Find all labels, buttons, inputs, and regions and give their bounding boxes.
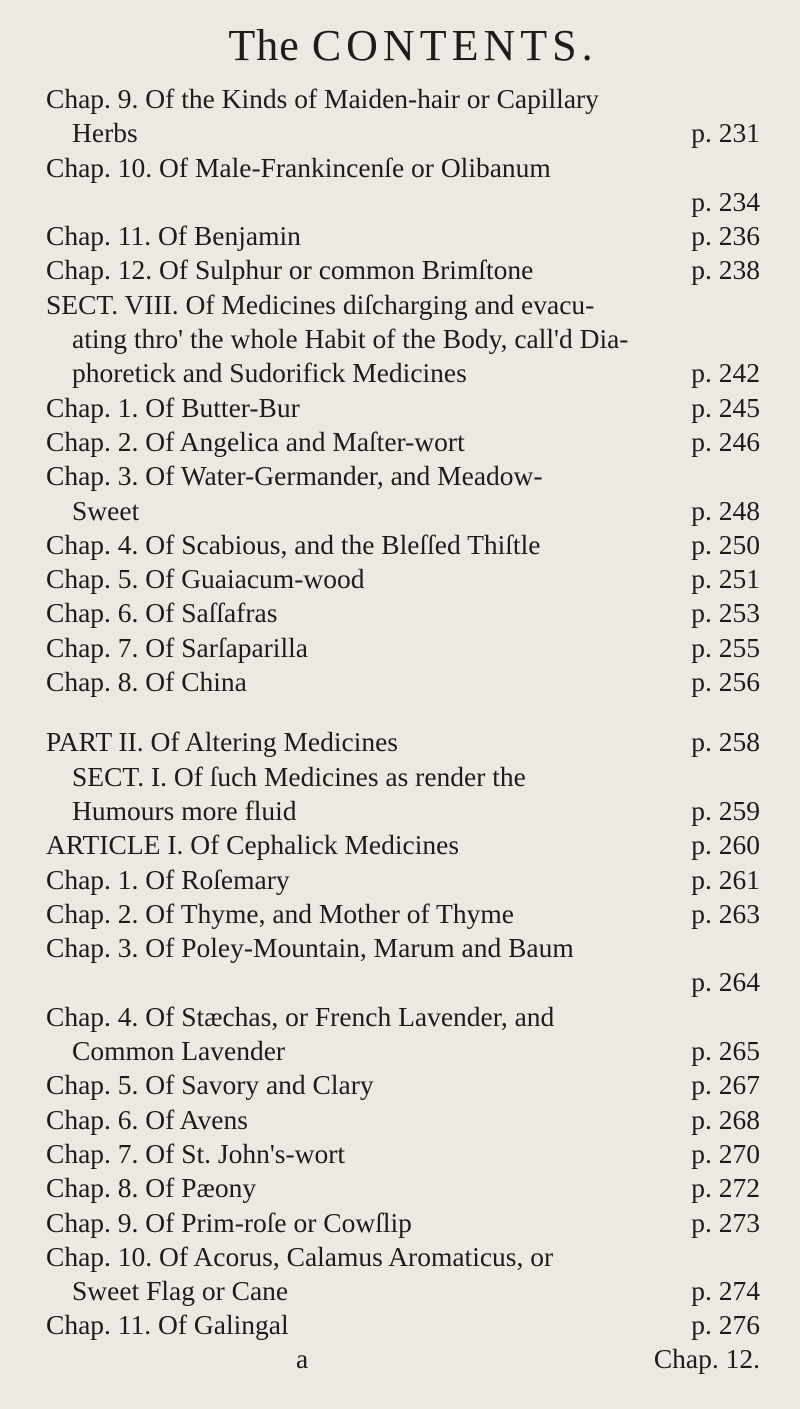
entry-text: Chap. 10. Of Acorus, Calamus Aromaticus, or <box>46 1240 554 1272</box>
entry-page: p. 255 <box>691 631 760 663</box>
page-header <box>66 18 760 74</box>
entry-page: p. 238 <box>691 254 760 286</box>
entry-text: ating thro' the whole Habit of the Body, call'd Dia- <box>72 323 629 355</box>
contents-entry-line <box>46 151 760 220</box>
entry-text: Chap. 2. Of Thyme, and Mother of Thyme <box>46 897 514 929</box>
contents-entry-line <box>46 1308 760 1342</box>
entry-text: ARTICLE I. Of Cephalick Medicines <box>46 829 460 861</box>
entry-page: p. 251 <box>691 563 760 595</box>
entry-text: phoretick and Sudorifick Medicines <box>72 357 467 389</box>
contents-entry-line <box>46 631 760 665</box>
entry-page: p. 236 <box>691 220 760 252</box>
entry-text: Chap. 3. Of Poley-Mountain, Marum and Baum <box>46 932 574 964</box>
entry-page: p. 234 <box>691 185 760 217</box>
entry-text: Herbs <box>72 117 138 149</box>
contents-entry-line <box>46 253 760 287</box>
entry-text: Chap. 1. Of Roſemary <box>46 863 290 895</box>
entry-text: Chap. 2. Of Angelica and Maſter-wort <box>46 425 465 457</box>
entry-page: p. 248 <box>691 494 760 526</box>
contents-entry-line <box>46 1206 760 1240</box>
entry-text: Chap. 5. Of Savory and Clary <box>46 1069 374 1101</box>
contents-entry-line <box>46 356 760 390</box>
entry-page: p. 268 <box>691 1103 760 1135</box>
contents-entry-line <box>46 665 760 699</box>
contents-entry-line <box>46 1137 760 1171</box>
entry-page: p. 259 <box>691 794 760 826</box>
contents-entry-line <box>46 1240 760 1274</box>
contents-list <box>46 82 760 1343</box>
entry-page: p. 272 <box>691 1172 760 1204</box>
entry-page: p. 246 <box>691 425 760 457</box>
entry-text: Sweet Flag or Cane <box>72 1275 289 1307</box>
entry-page: p. 245 <box>691 391 760 423</box>
entry-page: p. 250 <box>691 528 760 560</box>
contents-entry-line <box>46 562 760 596</box>
contents-entry-line <box>46 391 760 425</box>
entry-text: Chap. 12. Of Sulphur or common Brimſtone <box>46 254 534 286</box>
entry-text: Chap. 6. Of Avens <box>46 1103 248 1135</box>
contents-entry-line <box>46 725 760 759</box>
contents-entry-line <box>46 828 760 862</box>
contents-entry-line <box>46 459 760 493</box>
contents-entry-line <box>46 1103 760 1137</box>
signature-mark: a <box>296 1342 309 1374</box>
contents-entry-line <box>46 863 760 897</box>
entry-page: p. 267 <box>691 1069 760 1101</box>
entry-page: p. 263 <box>691 897 760 929</box>
entry-text: Humours more fluid <box>72 794 297 826</box>
entry-text: Chap. 6. Of Saſſafras <box>46 597 278 629</box>
entry-page: p. 276 <box>691 1309 760 1341</box>
entry-text: Chap. 1. Of Butter-Bur <box>46 391 300 423</box>
page-footer <box>46 1343 760 1383</box>
entry-page: p. 253 <box>691 597 760 629</box>
entry-text: Chap. 10. Of Male-Frankincenſe or Olibanum <box>46 151 551 183</box>
contents-entry-line <box>46 116 760 150</box>
entry-text: Chap. 7. Of Sarſaparilla <box>46 631 308 663</box>
entry-text: Chap. 4. Of Stæchas, or French Lavender, and <box>46 1000 555 1032</box>
entry-page: p. 258 <box>691 726 760 758</box>
contents-entry-line <box>46 82 760 116</box>
contents-entry-line <box>46 1171 760 1205</box>
entry-text: Chap. 9. Of the Kinds of Maiden-hair or Capillary <box>46 83 599 114</box>
entry-text: Common Lavender <box>72 1035 286 1067</box>
contents-entry-line <box>46 528 760 562</box>
entry-page: p. 265 <box>691 1035 760 1067</box>
entry-text: Chap. 8. Of China <box>46 666 247 698</box>
entry-text: PART II. Of Altering Medicines <box>46 726 399 758</box>
entry-page: p. 274 <box>691 1275 760 1307</box>
contents-entry-line <box>46 1068 760 1102</box>
header-prefix: The <box>228 21 312 70</box>
entry-text: Sweet <box>72 494 140 526</box>
entry-text: SECT. I. Of ſuch Medicines as render the <box>72 760 526 792</box>
contents-entry-line <box>46 897 760 931</box>
header-word: CONTENTS. <box>311 21 598 70</box>
entry-text: Chap. 5. Of Guaiacum-wood <box>46 563 365 595</box>
contents-entry-line <box>46 1274 760 1308</box>
catchword: Chap. 12. <box>653 1342 760 1374</box>
entry-page: p. 256 <box>691 666 760 698</box>
contents-entry-line <box>46 931 760 1000</box>
entry-page: p. 264 <box>691 966 760 998</box>
entry-page: p. 261 <box>691 863 760 895</box>
entry-text: SECT. VIII. Of Medicines diſcharging and evacu- <box>46 288 595 320</box>
contents-entry-line <box>46 322 760 356</box>
entry-page: p. 231 <box>691 117 760 149</box>
entry-page: p. 273 <box>691 1206 760 1238</box>
contents-entry-line <box>46 494 760 528</box>
contents-entry-line <box>46 1034 760 1068</box>
contents-entry-line <box>46 760 760 794</box>
entry-page: p. 242 <box>691 357 760 389</box>
entry-page: p. 270 <box>691 1137 760 1169</box>
entry-page: p. 260 <box>691 829 760 861</box>
entry-text: Chap. 11. Of Galingal <box>46 1309 289 1341</box>
entry-text: Chap. 7. Of St. John's-wort <box>46 1137 346 1169</box>
entry-text: Chap. 8. Of Pæony <box>46 1172 257 1204</box>
contents-entry-line <box>46 288 760 322</box>
contents-entry-line <box>46 425 760 459</box>
contents-entry-line <box>46 596 760 630</box>
contents-entry-line <box>46 1000 760 1034</box>
entry-text: Chap. 11. Of Benjamin <box>46 220 301 252</box>
contents-entry-line <box>46 219 760 253</box>
entry-text: Chap. 3. Of Water-Germander, and Meadow- <box>46 460 543 492</box>
entry-text: Chap. 9. Of Prim-roſe or Cowſlip <box>46 1206 412 1238</box>
entry-text: Chap. 4. Of Scabious, and the Bleſſed Thiſtle <box>46 528 541 560</box>
contents-entry-line <box>46 794 760 828</box>
